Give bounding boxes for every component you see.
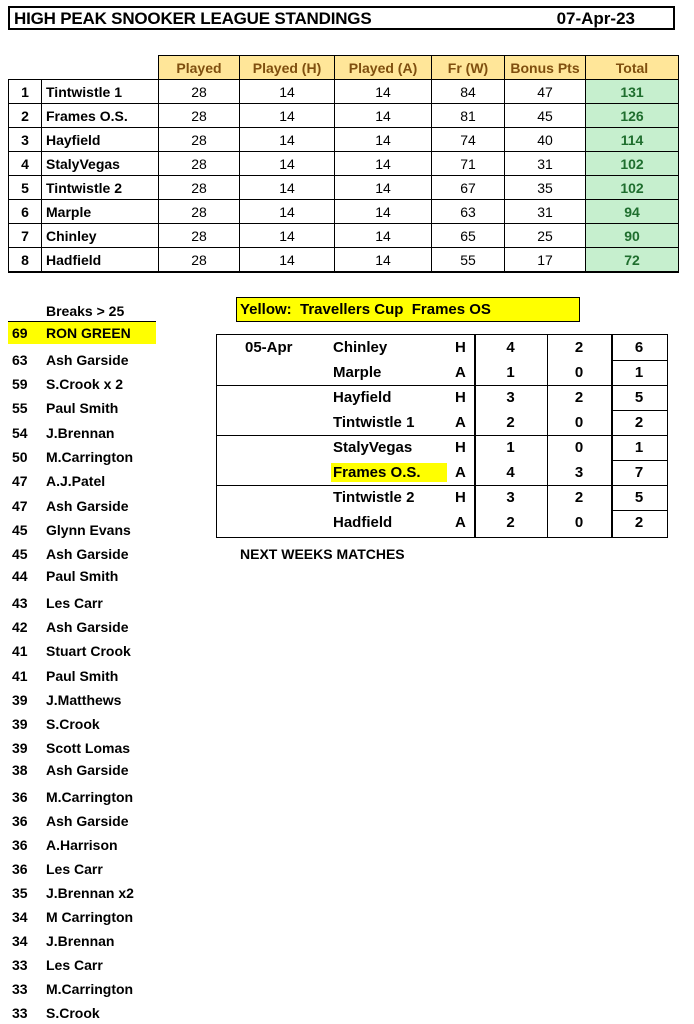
- col-frames-won: Fr (W): [432, 56, 505, 80]
- player-name: J.Brennan: [46, 933, 115, 949]
- team-cell: Tintwistle 2: [42, 176, 159, 200]
- position-cell: 7: [9, 224, 42, 248]
- frames-won-cell: 84: [432, 80, 505, 104]
- standings-row: [9, 200, 679, 224]
- break-score: 36: [12, 813, 28, 829]
- player-name: Les Carr: [46, 595, 103, 611]
- blank-header: [42, 56, 159, 80]
- frames-a: 4: [506, 339, 515, 356]
- venue: H: [455, 339, 466, 356]
- break-score: 34: [12, 909, 28, 925]
- player-name: J.Brennan x2: [46, 885, 134, 901]
- break-score: 44: [12, 568, 28, 584]
- break-score: 35: [12, 885, 28, 901]
- venue: H: [455, 389, 466, 406]
- player-name: M.Carrington: [46, 789, 134, 805]
- position-cell: 8: [9, 248, 42, 273]
- played-home-cell: 14: [240, 104, 335, 128]
- break-score: 47: [12, 473, 28, 489]
- position-cell: 6: [9, 200, 42, 224]
- frames-won-cell: 63: [432, 200, 505, 224]
- league-standings-table: [8, 55, 679, 273]
- col-played-away: Played (A): [335, 56, 432, 80]
- venue: A: [455, 364, 466, 381]
- frames-b: 2: [574, 489, 584, 506]
- match-total: 1: [634, 364, 644, 381]
- played-cell: 28: [159, 224, 240, 248]
- break-score: 39: [12, 716, 28, 732]
- player-name: Ash Garside: [46, 352, 129, 368]
- break-score: 54: [12, 425, 28, 441]
- played-cell: 28: [159, 128, 240, 152]
- divider: [217, 435, 667, 436]
- col-total: Total: [586, 56, 679, 80]
- cup-team: Marple: [333, 364, 382, 381]
- frames-a: 4: [506, 464, 515, 481]
- breaks-heading: Breaks > 25: [46, 303, 125, 319]
- player-name: Scott Lomas: [46, 740, 131, 756]
- break-score: 36: [12, 837, 28, 853]
- played-away-cell: 14: [335, 128, 432, 152]
- frames-b: 2: [574, 389, 584, 406]
- col-bonus-pts: Bonus Pts: [505, 56, 586, 80]
- standings-row: [9, 104, 679, 128]
- cup-team: Hadfield: [333, 514, 393, 531]
- break-score: 41: [12, 668, 28, 684]
- played-cell: 28: [159, 248, 240, 273]
- frames-won-cell: 71: [432, 152, 505, 176]
- travellers-cup-banner: [236, 297, 580, 322]
- position-cell: 2: [9, 104, 42, 128]
- venue: A: [455, 464, 466, 481]
- title-bar: [8, 6, 675, 30]
- player-name: Paul Smith: [46, 400, 119, 416]
- played-home-cell: 14: [240, 248, 335, 273]
- break-score: 43: [12, 595, 28, 611]
- break-score: 33: [12, 981, 28, 997]
- match-total: 5: [634, 489, 644, 506]
- played-home-cell: 14: [240, 176, 335, 200]
- divider: [611, 360, 667, 361]
- player-name: Ash Garside: [46, 546, 129, 562]
- divider: [611, 460, 667, 461]
- team-cell: Hadfield: [42, 248, 159, 273]
- standings-row: [9, 176, 679, 200]
- frames-b: 0: [574, 414, 584, 431]
- player-name: Ash Garside: [46, 762, 129, 778]
- break-score: 42: [12, 619, 28, 635]
- break-score: 34: [12, 933, 28, 949]
- player-name: Paul Smith: [46, 568, 119, 584]
- frames-won-cell: 67: [432, 176, 505, 200]
- played-cell: 28: [159, 200, 240, 224]
- total-cell: 94: [586, 200, 679, 224]
- break-score: 47: [12, 498, 28, 514]
- break-score: 55: [12, 400, 28, 416]
- bonus-pts-cell: 45: [505, 104, 586, 128]
- played-home-cell: 14: [240, 80, 335, 104]
- bonus-pts-cell: 17: [505, 248, 586, 273]
- break-score: 33: [12, 1005, 28, 1021]
- player-name: Ash Garside: [46, 498, 129, 514]
- match-total: 1: [634, 439, 644, 456]
- cup-team: Tintwistle 2: [333, 489, 415, 506]
- total-cell: 72: [586, 248, 679, 273]
- position-cell: 4: [9, 152, 42, 176]
- blank-header: [9, 56, 42, 80]
- played-away-cell: 14: [335, 152, 432, 176]
- frames-a: 2: [506, 514, 515, 531]
- played-away-cell: 14: [335, 176, 432, 200]
- player-name: M.Carrington: [46, 449, 134, 465]
- page-title: HIGH PEAK SNOOKER LEAGUE STANDINGS: [14, 9, 372, 28]
- player-name: Paul Smith: [46, 668, 119, 684]
- frames-won-cell: 65: [432, 224, 505, 248]
- position-cell: 3: [9, 128, 42, 152]
- player-name: Stuart Crook: [46, 643, 131, 659]
- cup-team: Chinley: [333, 339, 388, 356]
- player-name: A.Harrison: [46, 837, 118, 853]
- frames-b: 2: [574, 339, 584, 356]
- bonus-pts-cell: 31: [505, 152, 586, 176]
- match-date: 05-Apr: [245, 339, 293, 356]
- divider: [611, 510, 667, 511]
- match-total: 5: [634, 389, 644, 406]
- bonus-pts-cell: 40: [505, 128, 586, 152]
- standings-row: [9, 224, 679, 248]
- team-cell: Marple: [42, 200, 159, 224]
- frames-b: 0: [574, 514, 584, 531]
- player-name: Les Carr: [46, 861, 103, 877]
- match-total: 2: [634, 514, 644, 531]
- break-score: 69: [12, 325, 28, 341]
- match-total: 2: [634, 414, 644, 431]
- team-cell: Tintwistle 1: [42, 80, 159, 104]
- standings-body: [9, 80, 679, 273]
- player-name: J.Matthews: [46, 692, 122, 708]
- break-score: 39: [12, 740, 28, 756]
- played-home-cell: 14: [240, 224, 335, 248]
- frames-b: 0: [574, 364, 584, 381]
- break-score: 50: [12, 449, 28, 465]
- standings-header-row: [9, 56, 679, 80]
- frames-won-cell: 74: [432, 128, 505, 152]
- cup-team: StalyVegas: [333, 439, 413, 456]
- total-cell: 102: [586, 152, 679, 176]
- break-score: 59: [12, 376, 28, 392]
- player-name: S.Crook x 2: [46, 376, 124, 392]
- break-score: 36: [12, 861, 28, 877]
- match-total: 7: [634, 464, 644, 481]
- bonus-pts-cell: 25: [505, 224, 586, 248]
- total-cell: 102: [586, 176, 679, 200]
- bonus-pts-cell: 47: [505, 80, 586, 104]
- team-cell: StalyVegas: [42, 152, 159, 176]
- player-name: S.Crook: [46, 1005, 100, 1021]
- played-away-cell: 14: [335, 224, 432, 248]
- played-cell: 28: [159, 80, 240, 104]
- venue: H: [455, 489, 466, 506]
- played-away-cell: 14: [335, 200, 432, 224]
- player-name: RON GREEN: [46, 325, 131, 341]
- player-name: M.Carrington: [46, 981, 134, 997]
- total-cell: 90: [586, 224, 679, 248]
- cup-results-table: [216, 334, 668, 538]
- cup-team: Frames O.S.: [331, 463, 447, 482]
- break-score: 38: [12, 762, 28, 778]
- frames-won-cell: 81: [432, 104, 505, 128]
- standings-row: [9, 80, 679, 104]
- break-item: [8, 322, 156, 344]
- played-cell: 28: [159, 104, 240, 128]
- player-name: J.Brennan: [46, 425, 115, 441]
- player-name: M Carrington: [46, 909, 134, 925]
- frames-a: 3: [506, 489, 515, 506]
- cup-team: Tintwistle 1: [333, 414, 415, 431]
- col-played: Played: [159, 56, 240, 80]
- team-cell: Frames O.S.: [42, 104, 159, 128]
- venue: A: [455, 414, 466, 431]
- standings-row: [9, 128, 679, 152]
- break-score: 36: [12, 789, 28, 805]
- standings-row: [9, 152, 679, 176]
- break-score: 63: [12, 352, 28, 368]
- report-date: 07-Apr-23: [556, 9, 635, 28]
- divider: [217, 385, 667, 386]
- player-name: Ash Garside: [46, 619, 129, 635]
- banner-text: Yellow: Travellers Cup Frames OS: [240, 301, 491, 318]
- standings-row: [9, 248, 679, 273]
- break-score: 41: [12, 643, 28, 659]
- position-cell: 5: [9, 176, 42, 200]
- total-cell: 131: [586, 80, 679, 104]
- venue: H: [455, 439, 466, 456]
- played-away-cell: 14: [335, 80, 432, 104]
- played-home-cell: 14: [240, 200, 335, 224]
- played-away-cell: 14: [335, 104, 432, 128]
- venue: A: [455, 514, 466, 531]
- played-cell: 28: [159, 176, 240, 200]
- player-name: S.Crook: [46, 716, 100, 732]
- bonus-pts-cell: 31: [505, 200, 586, 224]
- player-name: Ash Garside: [46, 813, 129, 829]
- frames-won-cell: 55: [432, 248, 505, 273]
- played-home-cell: 14: [240, 152, 335, 176]
- cup-team: Hayfield: [333, 389, 392, 406]
- bonus-pts-cell: 35: [505, 176, 586, 200]
- played-home-cell: 14: [240, 128, 335, 152]
- frames-a: 3: [506, 389, 515, 406]
- divider: [611, 410, 667, 411]
- player-name: Les Carr: [46, 957, 103, 973]
- break-score: 45: [12, 522, 28, 538]
- played-cell: 28: [159, 152, 240, 176]
- frames-a: 1: [506, 364, 515, 381]
- break-score: 33: [12, 957, 28, 973]
- frames-a: 1: [506, 439, 515, 456]
- match-total: 6: [634, 339, 644, 356]
- player-name: A.J.Patel: [46, 473, 106, 489]
- next-weeks-heading: NEXT WEEKS MATCHES: [240, 546, 405, 562]
- played-away-cell: 14: [335, 248, 432, 273]
- team-cell: Hayfield: [42, 128, 159, 152]
- team-cell: Chinley: [42, 224, 159, 248]
- break-score: 39: [12, 692, 28, 708]
- total-cell: 114: [586, 128, 679, 152]
- player-name: Glynn Evans: [46, 522, 131, 538]
- frames-a: 2: [506, 414, 515, 431]
- break-score: 45: [12, 546, 28, 562]
- col-played-home: Played (H): [240, 56, 335, 80]
- position-cell: 1: [9, 80, 42, 104]
- frames-b: 0: [574, 439, 584, 456]
- total-cell: 126: [586, 104, 679, 128]
- frames-b: 3: [574, 464, 584, 481]
- divider: [217, 485, 667, 486]
